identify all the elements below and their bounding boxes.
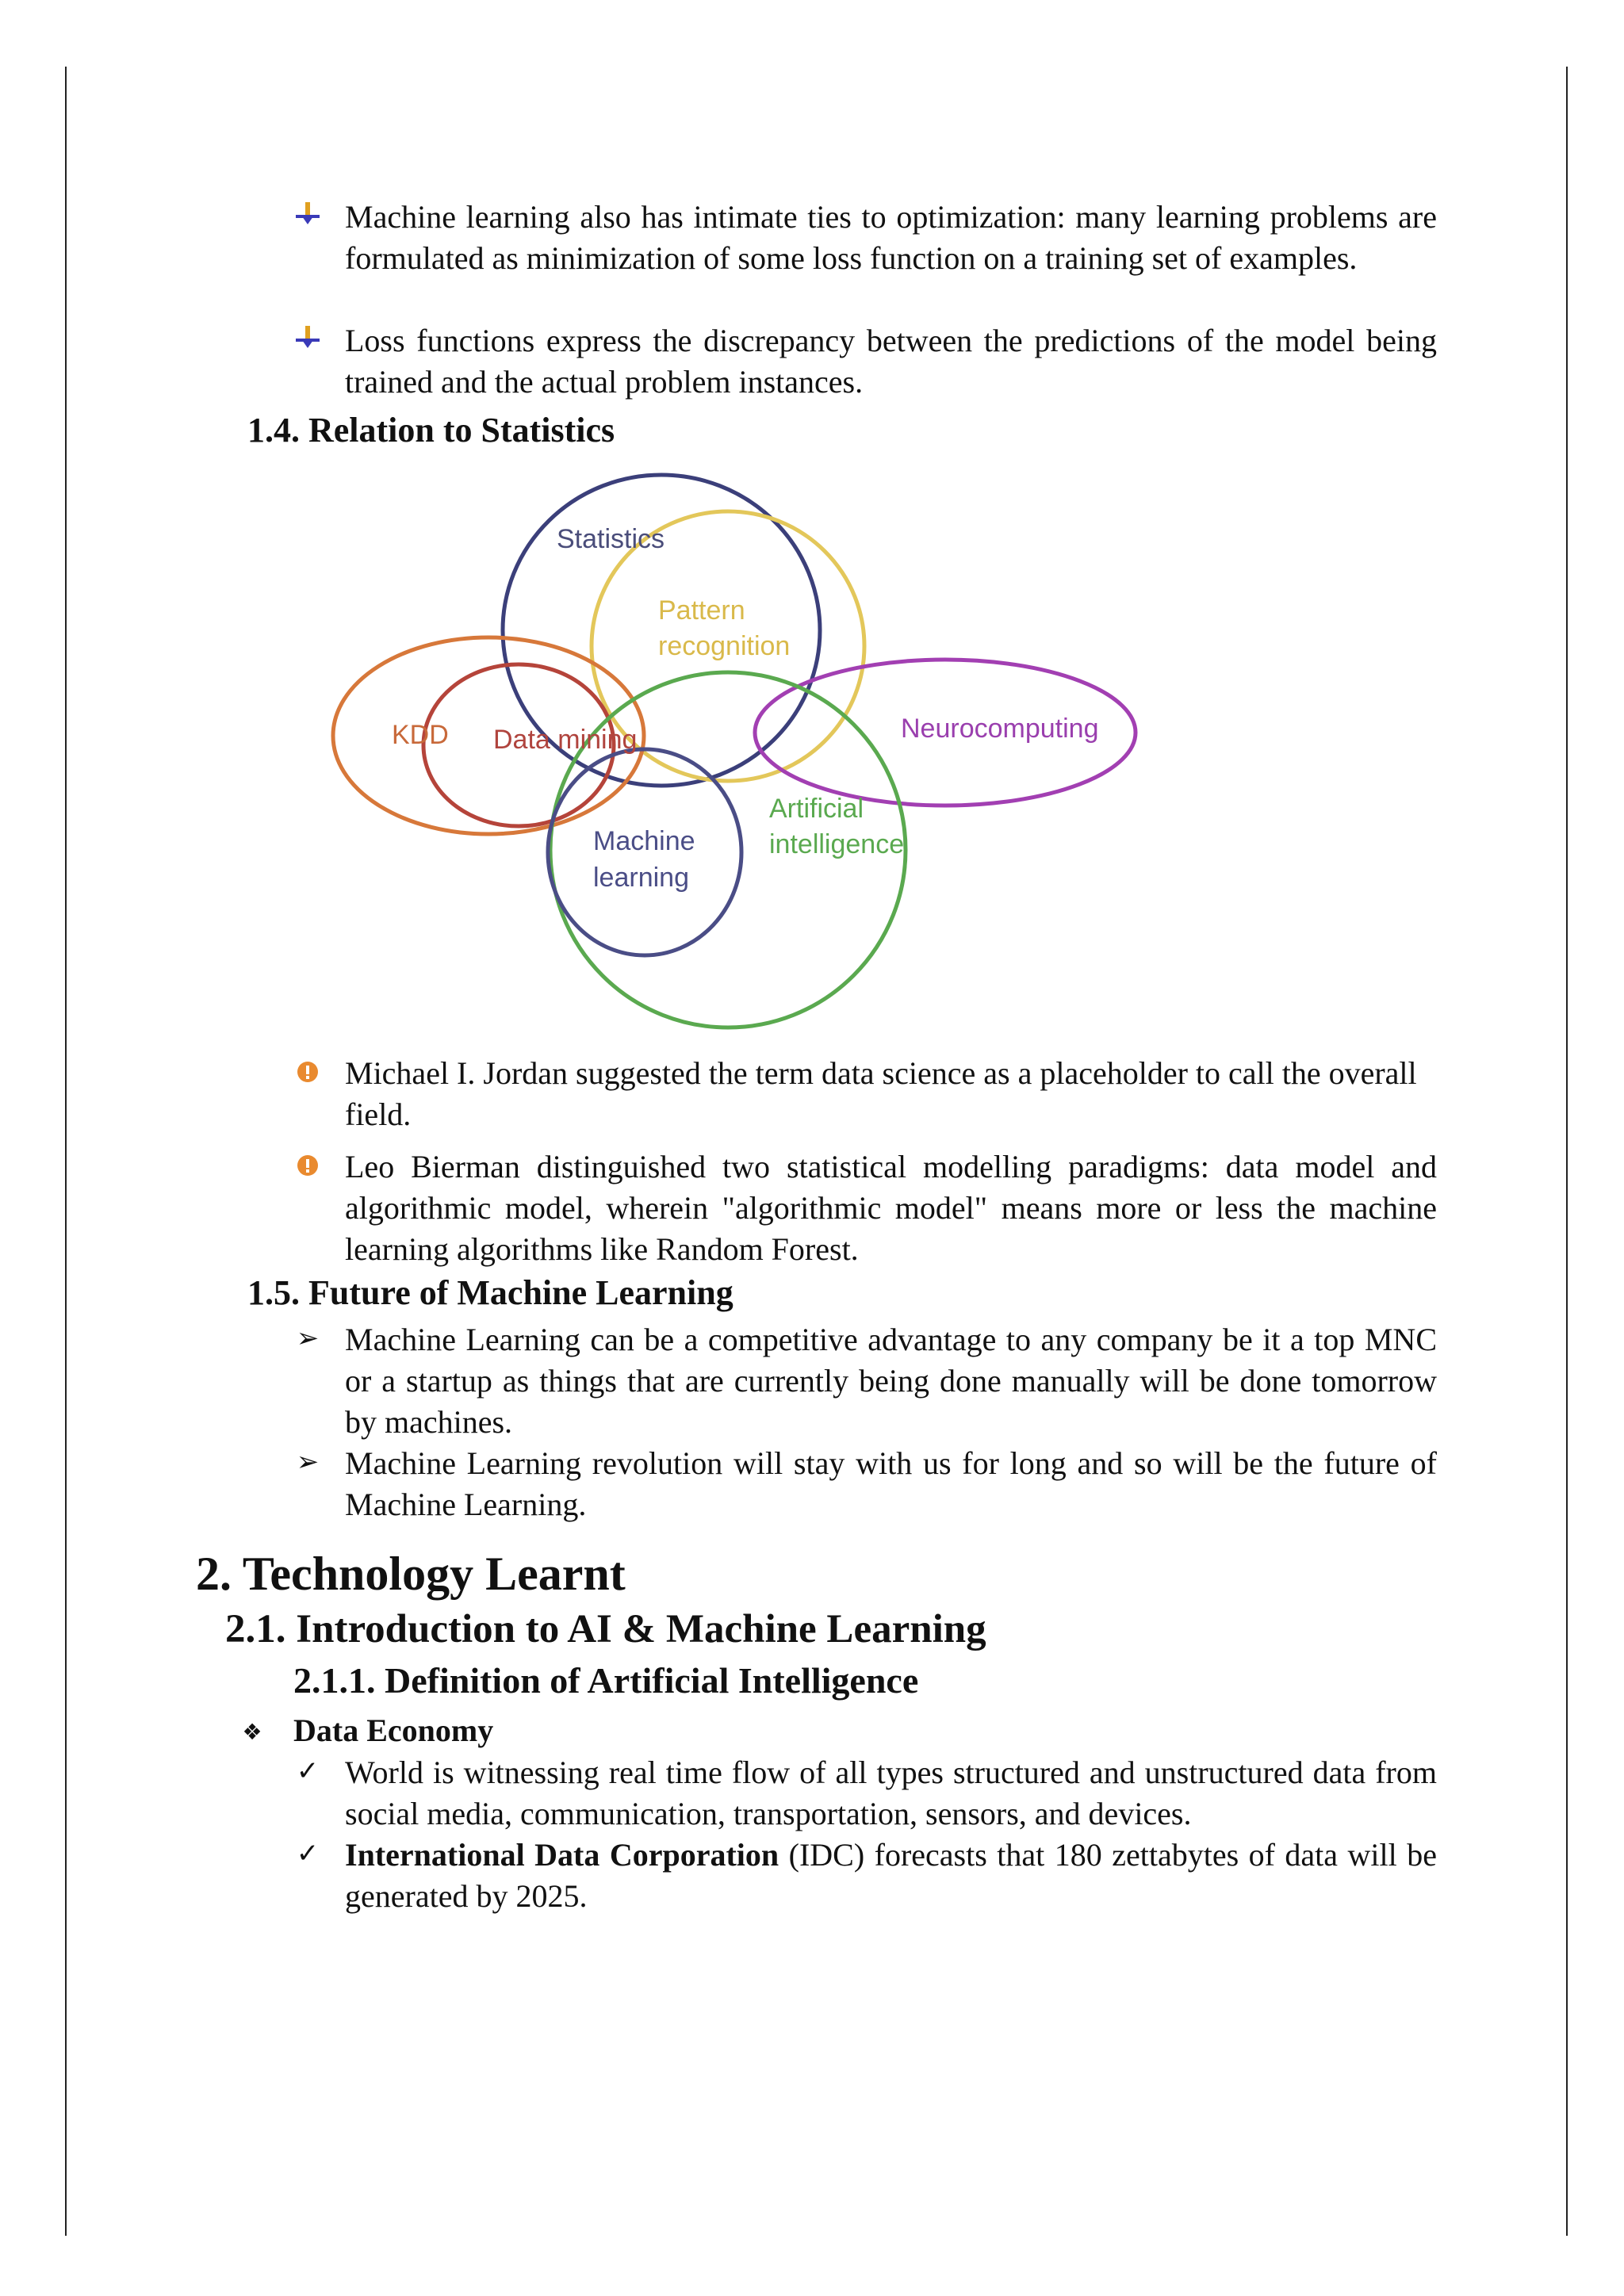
heading-relation-to-statistics: 1.4. Relation to Statistics xyxy=(247,411,615,450)
idc-forecast-rest: (IDC) forecasts that 180 zettabytes of data will be generated by 2025. xyxy=(345,1837,1437,1914)
data-flow-text: World is witnessing real time flow of all types structured and unstructured data from social media, communication, transportation, sensors, and devices. xyxy=(345,1755,1437,1831)
ml-revolution-text: Machine Learning revolution will stay with us for long and so will be the future of Machine Learning. xyxy=(345,1445,1437,1522)
heading-intro-ai-ml: 2.1. Introduction to AI & Machine Learning xyxy=(225,1607,986,1651)
idc-name: International Data Corporation xyxy=(345,1837,779,1873)
info-bullet-icon xyxy=(293,1151,322,1180)
heading-future-of-ml: 1.5. Future of Machine Learning xyxy=(247,1273,733,1312)
bierman-bullet-text: Leo Bierman distinguished two statistical modelling paradigms: data model and algorithmic model, wherein "algorithmic model" means more or less the machine learning algorithms like Random Forest. xyxy=(345,1149,1437,1267)
kdd-label: KDD xyxy=(392,720,449,750)
loss-function-bullet-text: Loss functions express the discrepancy between the predictions of the model being trained and the actual problem instances. xyxy=(345,323,1437,400)
heading-technology-learnt: 2. Technology Learnt xyxy=(196,1548,626,1600)
arrowhead-bullet-icon: ➢ xyxy=(296,1446,320,1478)
pattern-label-2: recognition xyxy=(658,631,791,661)
arrowhead-bullet-icon: ➢ xyxy=(296,1322,320,1354)
ml-label-1: Machine xyxy=(593,826,695,856)
jordan-bullet-text: Michael I. Jordan suggested the term data science as a placeholder to call the overall field. xyxy=(345,1055,1417,1132)
heading-definition-ai: 2.1.1. Definition of Artificial Intelligence xyxy=(293,1660,919,1701)
arrow-bullet-icon xyxy=(293,323,322,352)
ai-label-1: Artificial xyxy=(769,794,864,824)
ai-label-2: intelligence xyxy=(769,829,905,859)
idc-forecast-text xyxy=(345,1835,1437,1917)
venn-diagram xyxy=(325,458,1158,1037)
page-border-right xyxy=(1566,67,1568,2236)
neurocomputing-label: Neurocomputing xyxy=(901,714,1099,744)
arrow-bullet-icon xyxy=(293,200,322,228)
ml-label-2: learning xyxy=(593,863,689,893)
page-border-left xyxy=(65,67,67,2236)
checkmark-icon: ✓ xyxy=(296,1755,320,1787)
pattern-label-1: Pattern xyxy=(658,595,745,626)
diamond-bullet-icon: ❖ xyxy=(242,1718,262,1745)
data-mining-label: Data mining xyxy=(493,725,638,755)
checkmark-icon: ✓ xyxy=(296,1838,320,1869)
optimization-bullet-text: Machine learning also has intimate ties to optimization: many learning problems are formulated as minimization of some loss function on a training set of examples. xyxy=(345,199,1437,276)
topic-data-economy: Data Economy xyxy=(293,1712,494,1748)
statistics-label: Statistics xyxy=(557,524,665,554)
competitive-advantage-text: Machine Learning can be a competitive advantage to any company be it a top MNC or a startup as things that are currently being done manually will be done tomorrow by machines. xyxy=(345,1322,1437,1440)
info-bullet-icon xyxy=(293,1058,322,1086)
